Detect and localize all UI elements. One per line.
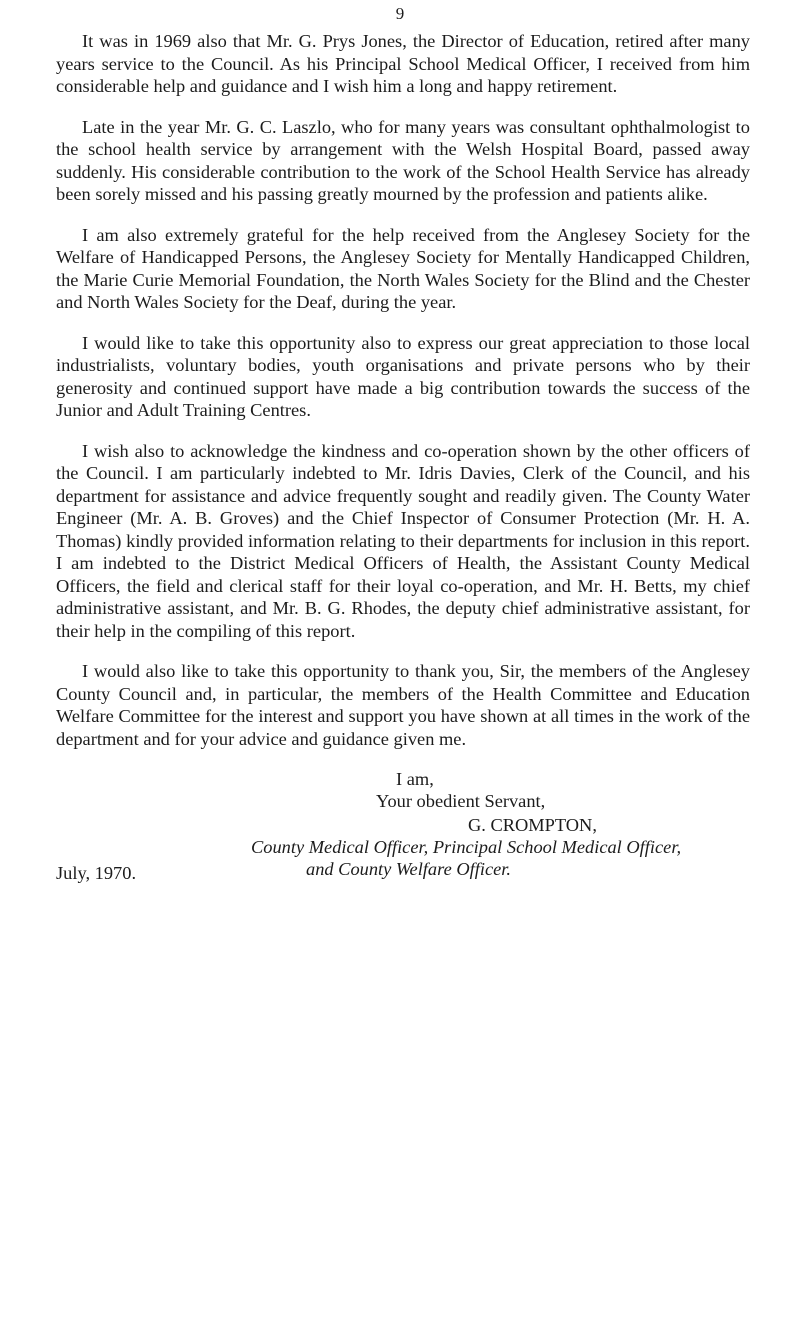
paragraph-societies: I am also extremely grateful for the help received from the Anglesey Society for the Welfare of Handicapped Persons, the Anglesey Society for Mentally Handicapped Children, the Marie Curie Memorial Foundation, the North Wales Society for the Blind and the Chester and North Wales Society for the Deaf, during the year. — [56, 224, 750, 312]
report-body — [56, 30, 750, 888]
closing-complimentary: Your obedient Servant, — [376, 791, 546, 811]
page-number: 9 — [395, 4, 405, 23]
paragraph-obituary: Late in the year Mr. G. C. Laszlo, who for many years was consultant ophthalmologist to the school health service by arrangement with the Welsh Hospital Board, passed away suddenly. His considerable contribution to the work of the School Health Service has already been sorely missed and his passing greatly mourned by the profession and patients alike. — [56, 116, 750, 204]
letter-closing — [56, 768, 750, 888]
paragraph-appreciation: I would like to take this opportunity also to express our great appreciation to those local industrialists, voluntary bodies, youth organisations and private persons who by their generosity and continued support have made a big contribution towards the success of the Junior and Adult Training Centres. — [56, 332, 750, 420]
signatory-title-line-2: and County Welfare Officer. — [306, 859, 511, 879]
signatory-title-line-1: County Medical Officer, Principal School Medical Officer, — [251, 837, 682, 857]
letter-date: July, 1970. — [56, 863, 137, 883]
paragraph-retirement: It was in 1969 also that Mr. G. Prys Jones, the Director of Education, retired after many years service to the Council. As his Principal School Medical Officer, I received from him considerable help and guidance and I wish him a long and happy retirement. — [56, 31, 750, 96]
closing-salutation: I am, — [396, 769, 434, 789]
paragraph-thanks: I would also like to take this opportunity to thank you, Sir, the members of the Anglesey County Council and, in particular, the members of the Health Committee and Education Welfare Committee for the interest and support you have shown at all times in the work of the department and for your advice and guidance given me. — [56, 661, 750, 749]
paragraph-acknowledgement: I wish also to acknowledge the kindness and co-operation shown by the other officers of the Council. I am particularly indebted to Mr. Idris Davies, Clerk of the Council, and his department for assistance and advice frequently sought and readily given. The County Water Engineer (Mr. A. B. Groves) and the Chief Inspector of Consumer Protection (Mr. H. A. Thomas) kindly provided information relating to their departments for inclusion in this report. I am indebted to the District Medical Officers of Health, the Assistant County Medical Officers, the field and clerical staff for their loyal co-operation, and Mr. H. Betts, my chief administrative assistant, and Mr. B. G. Rhodes, the deputy chief administrative assistant, for their help in the compiling of this report. — [56, 440, 750, 641]
signatory-name: G. CROMPTON, — [468, 815, 597, 835]
